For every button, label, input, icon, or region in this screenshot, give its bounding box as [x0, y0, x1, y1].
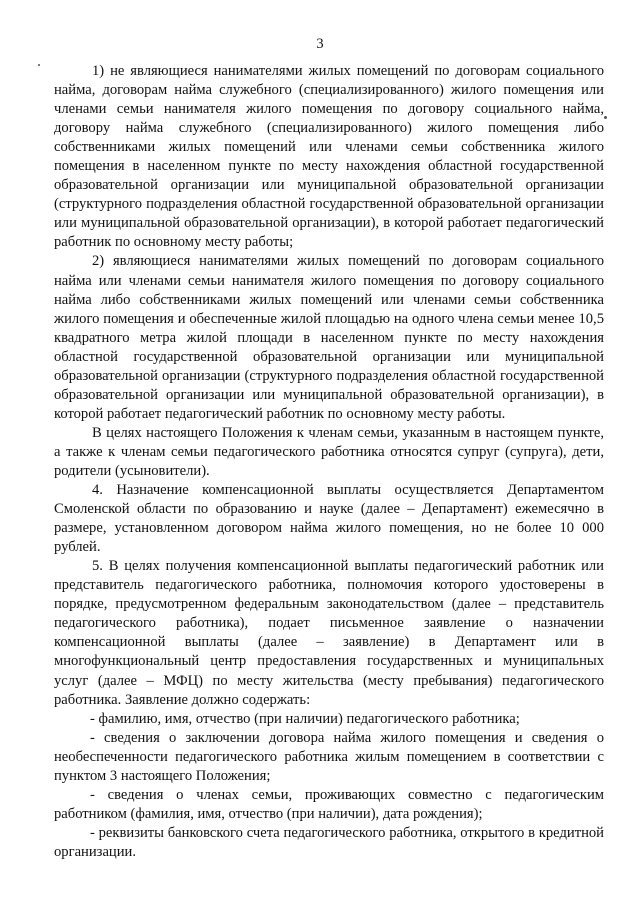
- paragraph-subitem-2: 2) являющиеся нанимателями жилых помещений по договорам социального найма или членами семьи нанимателя жилого помещения по договору социального найма либо собственниками жилых помещений или членами семьи собственника жилого помещения и обеспеченные жилой площадью на одного члена семьи менее 10,5 квадратного метра жилой площади в населенном пункте по месту нахождения областной государственной образовательной организации или муниципальной образовательной организации (структурного подразделения областной государственной образовательной организации или муниципальной образовательной организации), в которой работает педагогический работник по основному месту работы.: [54, 253, 604, 422]
- paragraph-item-4: 4. Назначение компенсационной выплаты осуществляется Департаментом Смоленской области по образованию и науке (далее – Департамент) ежемесячно в размере, установленном договором найма жилого помещения, но не более 10 000 рублей.: [54, 482, 604, 556]
- list-item-full-name: - фамилию, имя, отчество (при наличии) педагогического работника;: [90, 710, 520, 727]
- paragraph-family-definition: В целях настоящего Положения к членам семьи, указанным в настоящем пункте, а также к членам семьи педагогического работника относятся супруг (супруга), дети, родители (усыновители).: [54, 424, 604, 479]
- paragraph-subitem-1: 1) не являющиеся нанимателями жилых помещений по договорам социального найма, договорам найма служебного (специализированного) жилого помещения или членами семьи нанимателя жилого помещения по договору социального найма, договору найма служебного (специализированного) жилого помещения либо собственниками жилых помещений или членами семьи собственника жилого помещения в населенном пункте по месту нахождения областной государственной образовательной организации или муниципальной образовательной организации (структурного подразделения областной государственной образовательной организации или муниципальной образовательной организации), в которой работает педагогический работник по основному месту работы;: [54, 63, 604, 251]
- list-item-family-members: - сведения о членах семьи, проживающих совместно с педагогическим работником (фамилия, имя, отчество (при наличии), дата рождения);: [54, 786, 604, 822]
- paragraph-item-5: 5. В целях получения компенсационной выплаты педагогический работник или представитель педагогического работника, полномочия которого удостоверены в порядке, предусмотренном федеральным законодательством (далее – представитель педагогического работника), подает письменное заявление о назначении компенсационной выплаты (далее – заявление) в Департамент или в многофункциональный центр предоставления государственных и муниципальных услуг (далее – МФЦ) по месту жительства (месту пребывания) педагогического работника. Заявление должно содержать:: [54, 558, 604, 708]
- document-body: [54, 62, 604, 862]
- page-number: 3: [316, 36, 324, 52]
- list-item-bank-details: - реквизиты банковского счета педагогического работника, открытого в кредитной организации.: [54, 824, 604, 860]
- scan-speck: [38, 64, 40, 66]
- list-item-contract-info: - сведения о заключении договора найма жилого помещения и сведения о необеспеченности педагогического работника жилым помещением в соответствии с пунктом 3 настоящего Положения;: [54, 729, 604, 784]
- scan-speck: [604, 116, 607, 119]
